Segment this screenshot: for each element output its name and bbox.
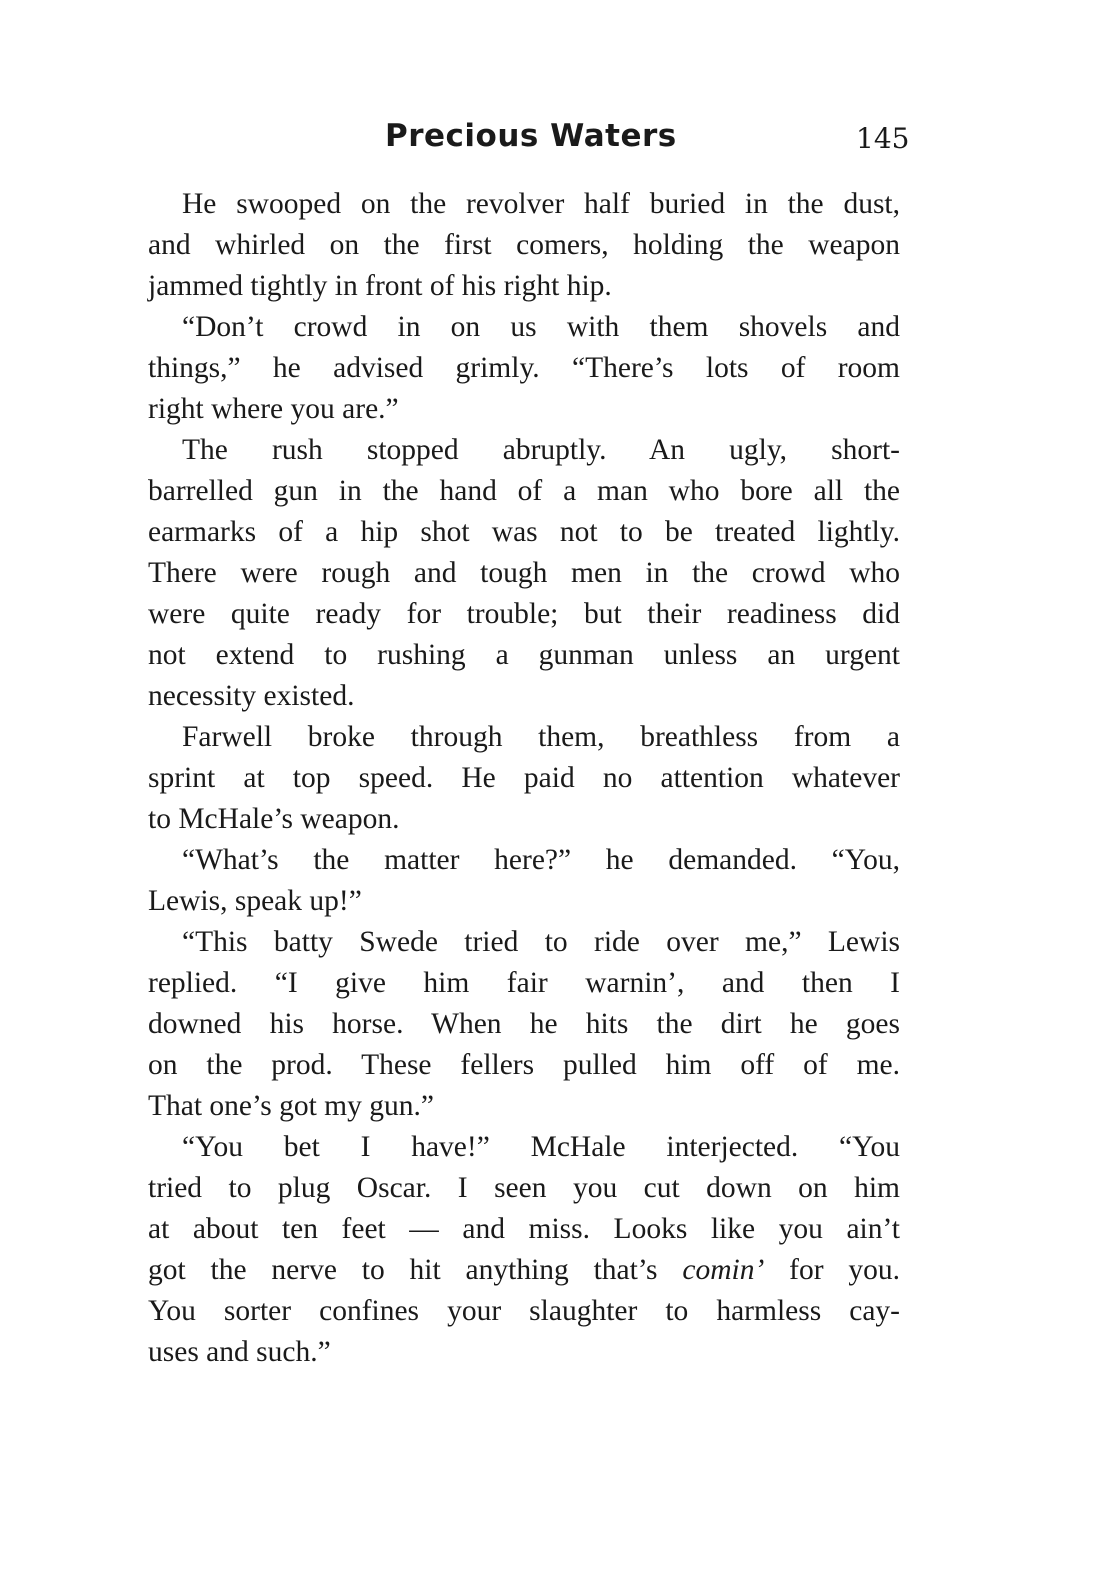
text-line-content: There were rough and tough men in the crowd who — [148, 557, 900, 589]
text-line-content: replied. “I give him fair warnin’, and then I — [148, 967, 900, 999]
text-line-content: right where you are.” — [148, 393, 399, 425]
text-line — [148, 225, 900, 266]
text-line-content: barrelled gun in the hand of a man who bore all the — [148, 475, 900, 507]
text-line-content: Farwell broke through them, breathless from a — [182, 721, 900, 753]
text-line — [148, 1332, 900, 1373]
text-line — [148, 1291, 900, 1332]
text-line-content: Lewis, speak up!” — [148, 885, 362, 917]
page-number: 145 — [856, 122, 910, 155]
text-line — [148, 1168, 900, 1209]
text-line — [148, 922, 900, 963]
text-line-content: things,” he advised grimly. “There’s lots of room — [148, 352, 900, 384]
text-line — [148, 881, 900, 922]
text-line-content: necessity existed. — [148, 680, 355, 712]
text-line-content: The rush stopped abruptly. An ugly, short- — [182, 434, 900, 466]
text-line — [148, 1004, 900, 1045]
text-line-content: That one’s got my gun.” — [148, 1090, 434, 1122]
text-line-content: sprint at top speed. He paid no attention whatever — [148, 762, 900, 794]
text-line-content: “This batty Swede tried to ride over me,” Lewis — [182, 926, 900, 958]
text-line-content: tried to plug Oscar. I seen you cut down on him — [148, 1172, 900, 1204]
text-line — [148, 512, 900, 553]
page-header — [0, 118, 1100, 168]
text-line — [148, 594, 900, 635]
text-line — [148, 1045, 900, 1086]
text-line-content: jammed tightly in front of his right hip. — [148, 270, 612, 302]
text-line — [148, 266, 900, 307]
text-line-content: “What’s the matter here?” he demanded. “You, — [182, 844, 900, 876]
text-line — [148, 553, 900, 594]
text-line-content: uses and such.” — [148, 1336, 331, 1368]
text-line-content: on the prod. These fellers pulled him off of me. — [148, 1049, 900, 1081]
text-line — [148, 635, 900, 676]
text-line — [148, 758, 900, 799]
italic-word: comin’ — [682, 1254, 765, 1286]
text-line — [148, 799, 900, 840]
text-line — [148, 471, 900, 512]
text-line-content: not extend to rushing a gunman unless an urgent — [148, 639, 900, 671]
text-line — [148, 184, 900, 225]
text-line-content: earmarks of a hip shot was not to be treated lightly. — [148, 516, 900, 548]
text-line — [148, 430, 900, 471]
text-line — [148, 676, 900, 717]
page-body-text — [148, 184, 900, 1373]
text-line-content: He swooped on the revolver half buried in the dust, — [182, 188, 900, 220]
text-line — [148, 307, 900, 348]
text-line — [148, 348, 900, 389]
text-line — [148, 840, 900, 881]
text-line — [148, 963, 900, 1004]
text-line-content: for you. — [764, 1254, 900, 1286]
text-line-content: “You bet I have!” McHale interjected. “You — [182, 1131, 900, 1163]
text-line-content: and whirled on the first comers, holding the weapon — [148, 229, 900, 261]
text-line — [148, 1086, 900, 1127]
running-title: Precious Waters — [385, 118, 677, 154]
text-line — [148, 389, 900, 430]
text-line — [148, 1250, 900, 1291]
text-line-content: You sorter confines your slaughter to harmless cay- — [148, 1295, 900, 1327]
text-line-content: to McHale’s weapon. — [148, 803, 400, 835]
text-line-content: at about ten feet — and miss. Looks like you ain’t — [148, 1213, 900, 1245]
text-line-content: “Don’t crowd in on us with them shovels and — [182, 311, 900, 343]
text-line — [148, 717, 900, 758]
text-line — [148, 1209, 900, 1250]
text-line-content: were quite ready for trouble; but their readiness did — [148, 598, 900, 630]
text-line-content: downed his horse. When he hits the dirt he goes — [148, 1008, 900, 1040]
text-line-content: got the nerve to hit anything that’s — [148, 1254, 683, 1286]
text-line — [148, 1127, 900, 1168]
